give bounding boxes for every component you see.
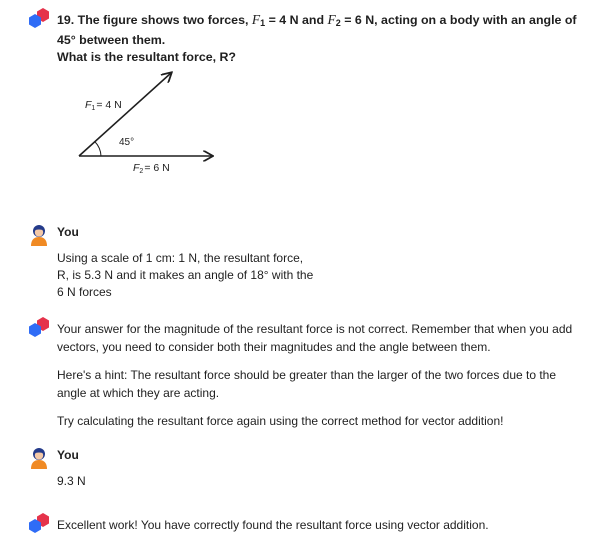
message-text: Using a scale of 1 cm: 1 N, the resultant force, R, is 5.3 N and it makes an angle of 18° with the 6 N forces bbox=[57, 251, 314, 299]
question-line-2: What is the resultant force, R? bbox=[57, 50, 236, 64]
message-paragraph: Here's a hint: The resultant force should be greater than the larger of the two forces due to the angle at which they are acting. bbox=[57, 368, 557, 400]
user-avatar-icon bbox=[28, 445, 50, 469]
user-message bbox=[0, 220, 600, 300]
user-message bbox=[0, 443, 600, 493]
bot-avatar-icon bbox=[28, 511, 50, 535]
bot-avatar-icon bbox=[28, 6, 50, 30]
bot-message bbox=[0, 508, 600, 544]
bot-avatar-icon bbox=[28, 315, 50, 339]
sender-name: You bbox=[57, 225, 79, 239]
force-diagram bbox=[70, 64, 230, 180]
sender-name: You bbox=[57, 448, 79, 462]
message-paragraph: Try calculating the resultant force again using the correct method for vector addition! bbox=[57, 414, 504, 428]
question-text: 19. The figure shows two forces, $F_1 = 4$ N and $F_2 = 6$ N, acting on a body with an angle of 45° between them. bbox=[57, 12, 577, 47]
message-paragraph: Excellent work! You have correctly found the resultant force using vector addition. bbox=[57, 518, 489, 532]
message-text: 9.3 N bbox=[57, 474, 86, 488]
user-avatar-icon bbox=[28, 222, 50, 246]
angle-label: 45° bbox=[119, 137, 135, 148]
f2-label: F2= 6 N bbox=[133, 162, 170, 175]
message-paragraph: Your answer for the magnitude of the resultant force is not correct. Remember that when you add vectors, you need to consider both their magnitudes and the angle between them. bbox=[57, 322, 573, 354]
f1-label: F1= 4 N bbox=[85, 99, 122, 112]
bot-message bbox=[0, 312, 600, 434]
angle-arc bbox=[95, 142, 101, 157]
question-message bbox=[0, 0, 600, 200]
